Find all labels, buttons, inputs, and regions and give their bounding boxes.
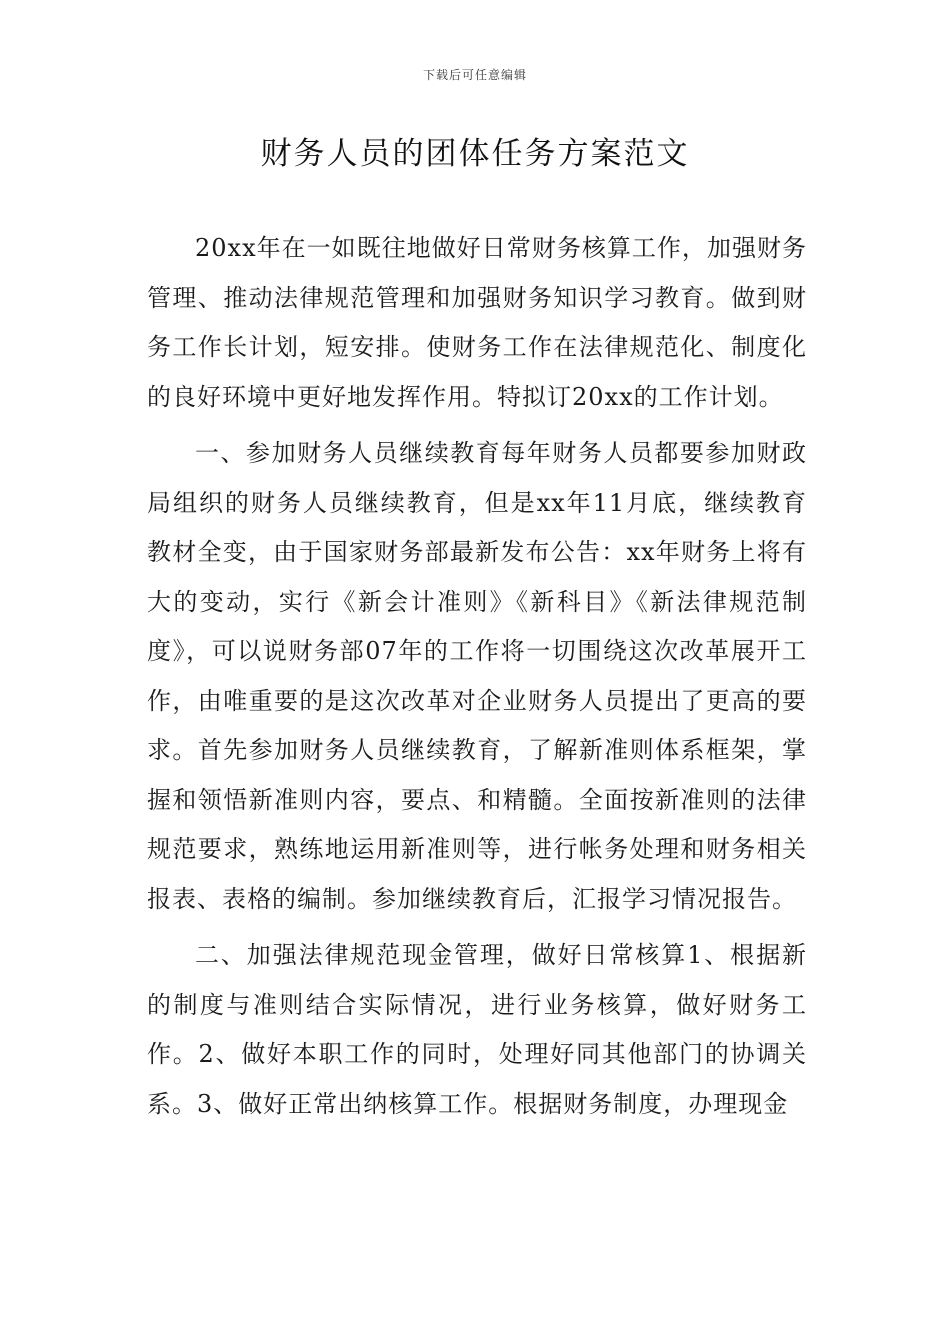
header-note: 下载后可任意编辑 — [422, 68, 527, 82]
paragraph-section-1: 一、参加财务人员继续教育每年财务人员都要参加财政局组织的财务人员继续教育，但是xx年11月底，继续教育教材全变，由于国家财务部最新发布公告：xx年财务上将有大的变动，实行《新会计准则》《新科目》《新法律规范制度》，可以说财务部07年的工作将一切围绕这次改革展开工作，由唯重要的是这次改革对企业财务人员提出了更高的要求。首先参加财务人员继续教育，了解新准则体系框架，掌握和领悟新准则内容，要点、和精髓。全面按新准则的法律规范要求，熟练地运用新准则等，进行帐务处理和财务相关报表、表格的编制。参加继续教育后，汇报学习情况报告。 — [147, 439, 807, 913]
paragraph-section-2: 二、加强法律规范现金管理，做好日常核算1、根据新的制度与准则结合实际情况，进行业务核算，做好财务工作。2、做好本职工作的同时，处理好同其他部门的协调关系。3、做好正常出纳核算工作。根据财务制度，办理现金 — [147, 941, 807, 1118]
document-title: 财务人员的团体任务方案范文 — [260, 136, 690, 172]
document-body — [147, 224, 807, 1136]
paragraph-intro: 20xx年在一如既往地做好日常财务核算工作，加强财务管理、推动法律规范管理和加强财务知识学习教育。做到财务工作长计划，短安排。使财务工作在法律规范化、制度化的良好环境中更好地发挥作用。特拟订20xx的工作计划。 — [147, 234, 807, 411]
